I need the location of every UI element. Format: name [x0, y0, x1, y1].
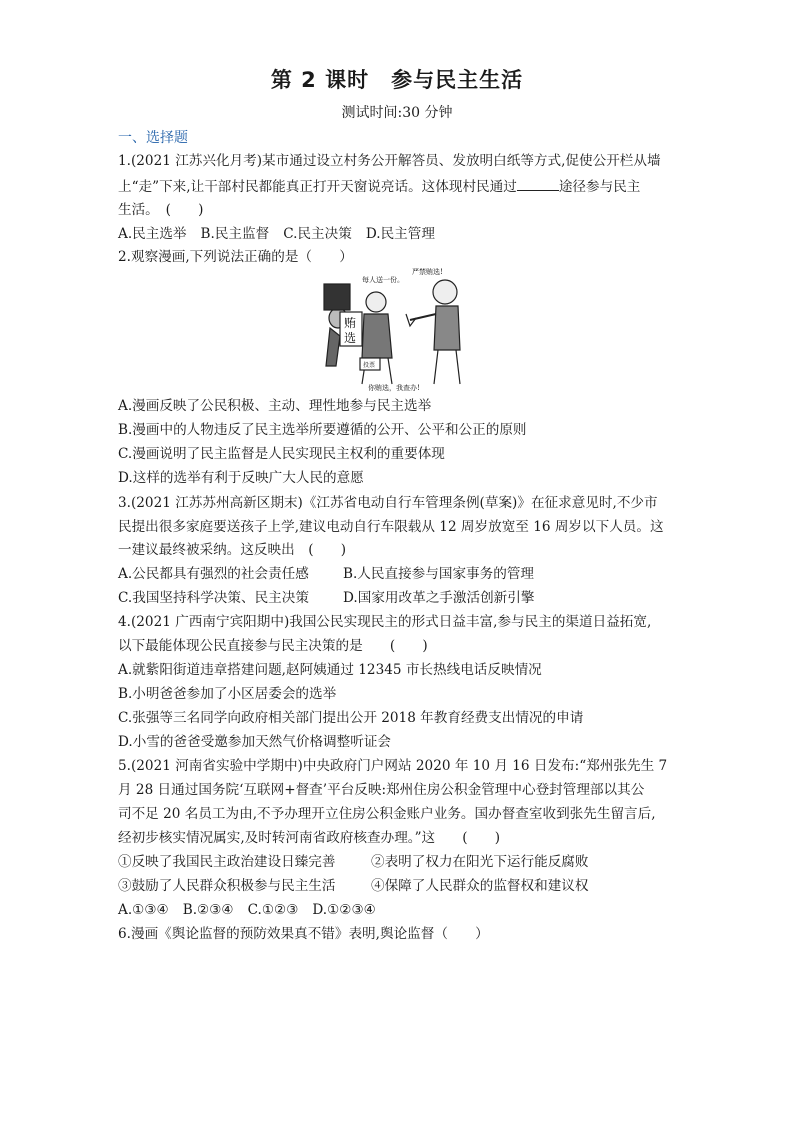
q1-option-c[interactable]: C.民主决策: [283, 226, 352, 242]
q1-options: [118, 225, 435, 243]
q4-option-b[interactable]: B.小明爸爸参加了小区居委会的选举: [118, 686, 337, 702]
q1-line3: 生活。 ( ): [118, 202, 204, 218]
bribery-cartoon: [310, 266, 478, 392]
q1-line2: [118, 177, 640, 196]
page-title: 第 2 课时 参与民主生活: [270, 68, 524, 92]
q5-item-1: ①反映了我国民主政治建设日臻完善: [118, 854, 336, 870]
q2-option-c[interactable]: C.漫画说明了民主监督是人民实现民主权利的重要体现: [118, 446, 445, 462]
q4-line1: 4.(2021 广西南宁宾阳期中)我国公民实现民主的形式日益丰富,参与民主的渠道日益拓宽,: [118, 614, 652, 630]
q5-line1: 5.(2021 河南省实验中学期中)中央政府门户网站 2020 年 10 月 16 日发布:“郑州张先生 7: [118, 758, 668, 774]
q6-line1: 6.漫画《舆论监督的预防效果真不错》表明,舆论监督（ ）: [118, 926, 489, 942]
q5-item-2: ②表明了权力在阳光下运行能反腐败: [371, 854, 589, 870]
q4-option-a[interactable]: A.就紫阳街道违章搭建问题,赵阿姨通过 12345 市长热线电话反映情况: [118, 662, 542, 678]
q4-option-d[interactable]: D.小雪的爸爸受邀参加天然气价格调整听证会: [118, 734, 392, 750]
q3-options-row1: [118, 565, 558, 583]
q1-line1: 1.(2021 江苏兴化月考)某市通过设立村务公开解答员、发放明白纸等方式,促使公开栏从墙: [118, 153, 661, 169]
q3-option-b[interactable]: B.人民直接参与国家事务的管理: [343, 566, 535, 582]
cartoon-sign-char2: 选: [344, 331, 357, 345]
q2-stem: 2.观察漫画,下列说法正确的是（ ）: [118, 249, 353, 265]
q1-option-d[interactable]: D.民主管理: [365, 226, 435, 242]
q5-items-row1: [118, 853, 618, 871]
q3-line1: 3.(2021 江苏苏州高新区期末)《江苏省电动自行车管理条例(草案)》在征求意见时,不少市: [118, 495, 658, 511]
q5-item-3: ③鼓励了人民群众积极参与民主生活: [118, 878, 336, 894]
q2-option-d[interactable]: D.这样的选举有利于反映广大人民的意愿: [118, 470, 364, 486]
q2-option-b[interactable]: B.漫画中的人物违反了民主选举所要遵循的公开、公平和公正的原则: [118, 422, 527, 438]
q3-line2: 民提出很多家庭要送孩子上学,建议电动自行车限载从 12 周岁放宽至 16 周岁以下人员。这: [118, 519, 664, 535]
q5-line3: 司不足 20 名员工为由,不予办理开立住房公积金账户业务。国办督查室收到张先生留言后,: [118, 806, 656, 822]
q5-option-b[interactable]: B.②③④: [182, 902, 234, 918]
q3-line3: 一建议最终被采纳。这反映出 ( ): [118, 542, 347, 558]
q3-option-a[interactable]: A.公民都具有强烈的社会责任感: [118, 566, 309, 582]
cartoon-speech-right: 严禁贿选!: [412, 268, 443, 276]
q4-option-c[interactable]: C.张强等三名同学向政府相关部门提出公开 2018 年教育经费支出情况的申请: [118, 710, 584, 726]
q2-option-a[interactable]: A.漫画反映了公民积极、主动、理性地参与民主选举: [118, 398, 432, 414]
q5-option-a[interactable]: A.①③④: [118, 902, 169, 918]
cartoon-caption: 你贿选，我查办!: [368, 384, 420, 392]
q1-line2-pre: 上“走”下来,让干部村民都能真正打开天窗说亮话。这体现村民通过: [118, 179, 517, 195]
q3-option-d[interactable]: D.国家用改革之手激活创新引擎: [343, 590, 535, 606]
q5-items-row2: [118, 877, 618, 895]
test-time: 测试时间:30 分钟: [341, 105, 453, 121]
cartoon-speech-left: 每人送一份。: [362, 276, 404, 284]
q1-option-b[interactable]: B.民主监督: [200, 226, 270, 242]
q3-options-row2: [118, 589, 558, 607]
q5-option-c[interactable]: C.①②③: [247, 902, 299, 918]
q3-option-c[interactable]: C.我国坚持科学决策、民主决策: [118, 590, 309, 606]
q5-option-d[interactable]: D.①②③④: [312, 902, 376, 918]
q5-item-4: ④保障了人民群众的监督权和建议权: [371, 878, 589, 894]
q1-option-a[interactable]: A.民主选举: [118, 226, 187, 242]
q4-line2: 以下最能体现公民直接参与民主决策的是 ( ): [118, 638, 428, 654]
q5-line4: 经初步核实情况属实,及时转河南省政府核查办理。”这 ( ): [118, 830, 501, 846]
q5-line2: 月 28 日通过国务院‘互联网+督查’平台反映:郑州住房公积金管理中心登封管理部以其公: [118, 782, 645, 798]
q1-blank[interactable]: [517, 177, 559, 191]
cartoon-box-label: 投票: [363, 362, 376, 369]
cartoon-sign-char1: 贿: [344, 316, 357, 330]
q1-line2-post: 途径参与民主: [558, 179, 641, 195]
section-heading: 一、选择题: [118, 130, 188, 146]
q5-options: [118, 901, 376, 919]
